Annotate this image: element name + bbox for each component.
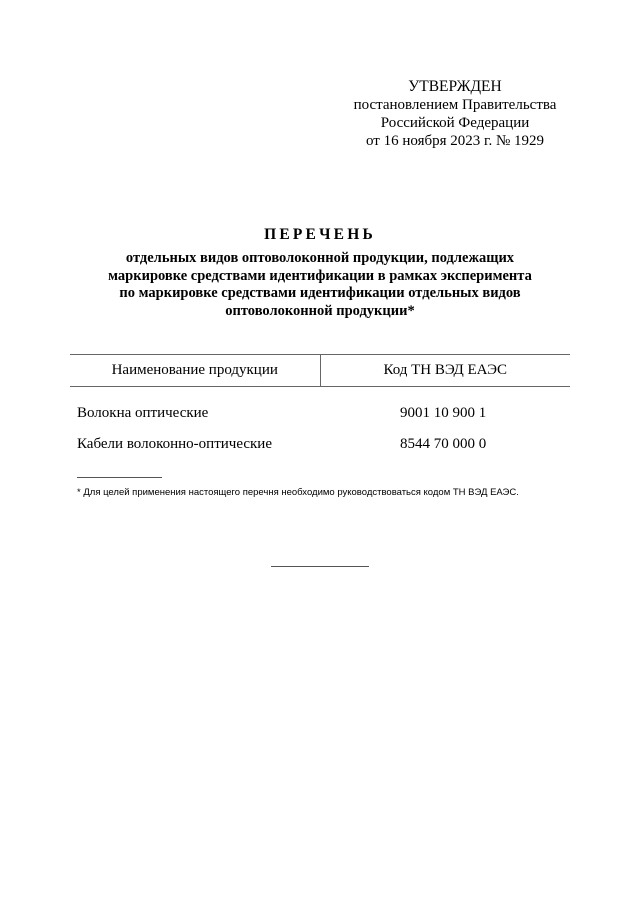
approval-title: УТВЕРЖДЕН [408, 78, 502, 95]
column-header-name: Наименование продукции [70, 355, 321, 386]
document-title: ПЕРЕЧЕНЬ [264, 226, 376, 243]
subtitle-line: оптоволоконной продукции* [225, 302, 415, 319]
subtitle-line: маркировке средствами идентификации в рамках эксперимента [108, 267, 532, 284]
product-code: 8544 70 000 0 [400, 436, 487, 452]
table-header [70, 354, 570, 387]
document-subtitle [70, 250, 570, 320]
approval-line-decree: постановлением Правительства [353, 97, 557, 113]
product-code: 9001 10 900 1 [400, 405, 487, 421]
footnote: * Для целей применения настоящего перечня необходимо руководствоваться кодом ТН ВЭД ЕАЭС. [77, 487, 519, 498]
subtitle-line: отдельных видов оптоволоконной продукции, подлежащих [125, 250, 515, 266]
subtitle-line: по маркировке средствами идентификации отдельных видов [119, 285, 521, 301]
end-divider [271, 566, 369, 567]
approval-line-government: Российской Федерации [380, 115, 530, 131]
product-name: Кабели волоконно-оптические [77, 436, 272, 452]
table-row [77, 405, 577, 422]
footnote-divider [77, 477, 162, 478]
column-header-code: Код ТН ВЭД ЕАЭС [383, 362, 508, 378]
product-name: Волокна оптические [77, 405, 209, 421]
approval-line-date: от 16 ноября 2023 г. № 1929 [365, 133, 545, 149]
approval-block [330, 78, 580, 150]
table-row [77, 436, 577, 453]
